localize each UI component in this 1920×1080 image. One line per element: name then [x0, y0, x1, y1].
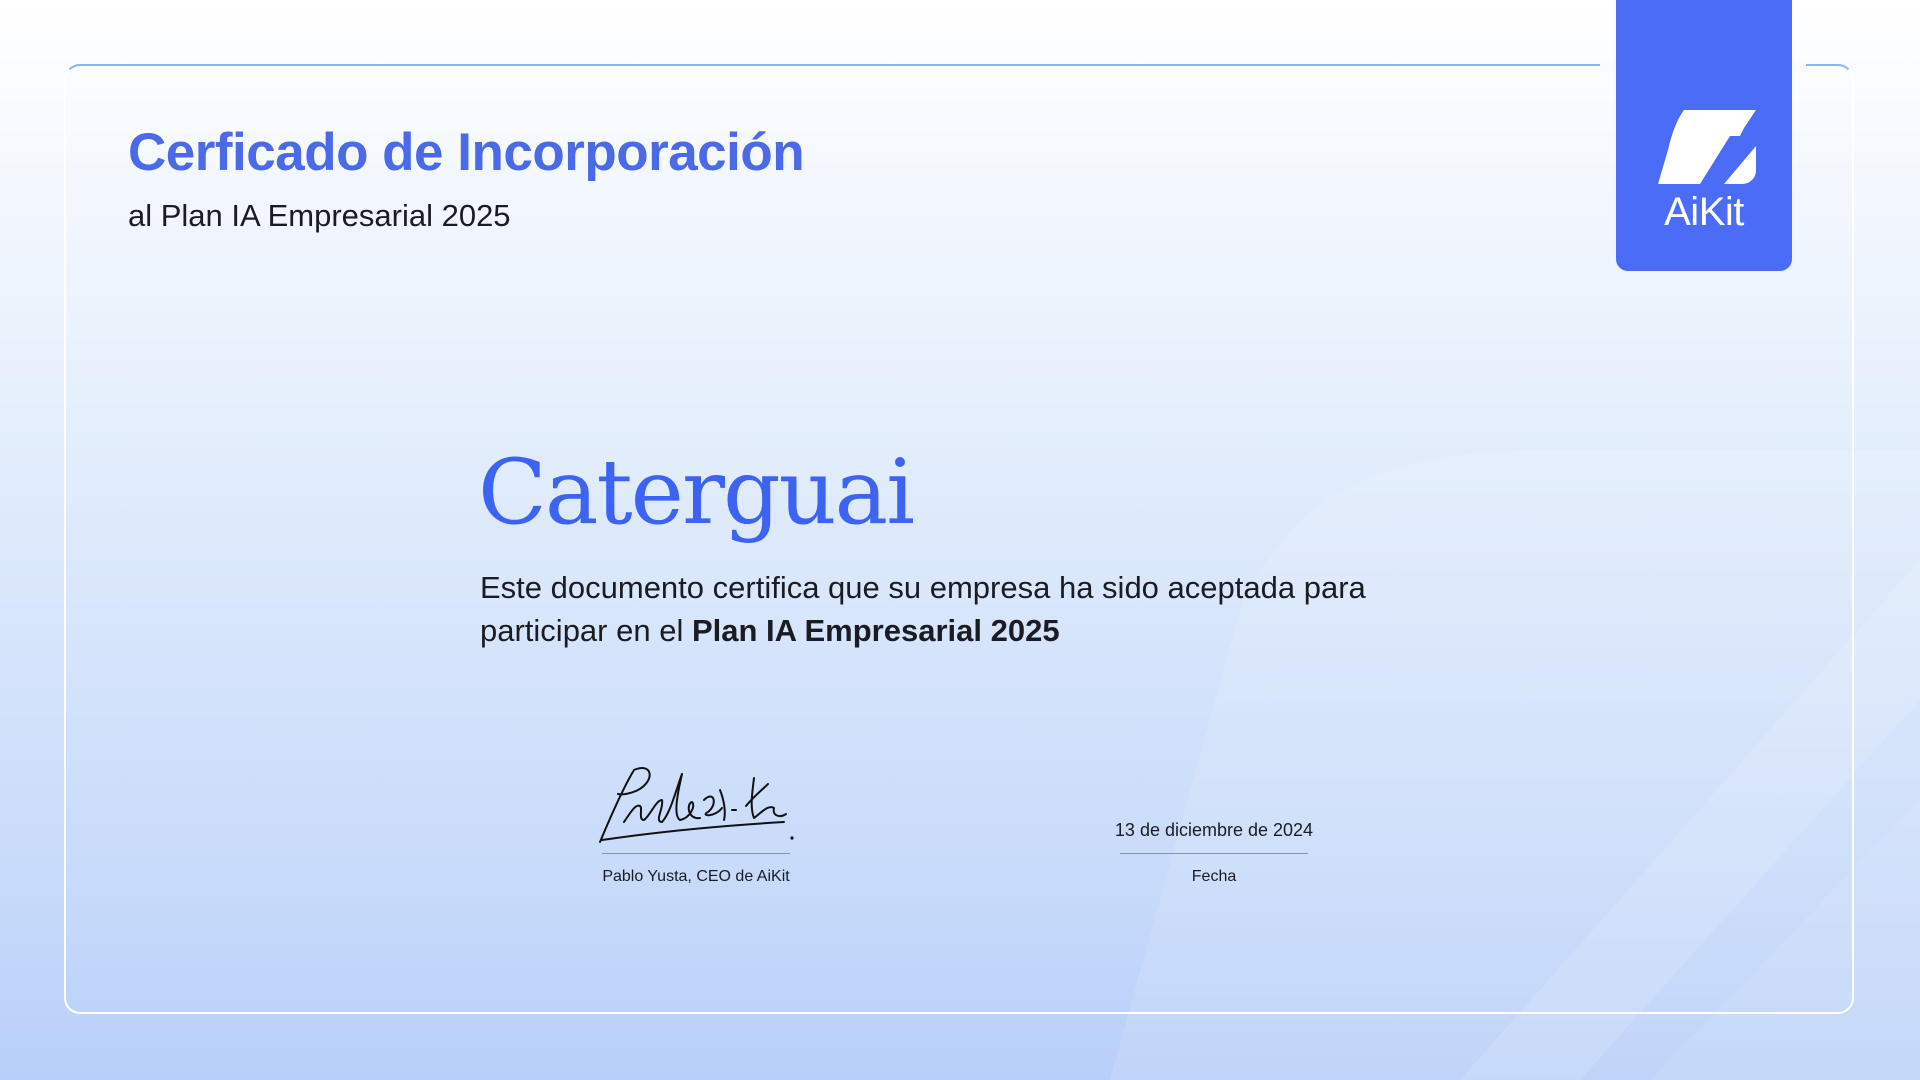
date-line	[1120, 853, 1308, 854]
aikit-logo-icon	[1658, 110, 1756, 184]
certificate-title: Cerficado de Incorporación	[128, 123, 805, 182]
date-caption: Fecha	[1191, 868, 1237, 885]
company-name: Caterguai	[478, 440, 913, 545]
logo-text: AiKit	[1664, 190, 1744, 234]
date-value: 13 de diciembre de 2024	[1114, 820, 1314, 840]
signature-line	[602, 853, 790, 854]
plan-name: Plan IA Empresarial 2025	[691, 613, 1060, 648]
certificate-subtitle: al Plan IA Empresarial 2025	[128, 198, 511, 233]
certification-body: Este documento certifica que su empresa ha sido aceptada para participar en el	[480, 570, 1366, 648]
signer-caption: Pablo Yusta, CEO de AiKit	[602, 868, 790, 885]
logo-badge	[1616, 0, 1792, 271]
certification-text	[480, 566, 1440, 652]
signature-image	[596, 760, 796, 844]
